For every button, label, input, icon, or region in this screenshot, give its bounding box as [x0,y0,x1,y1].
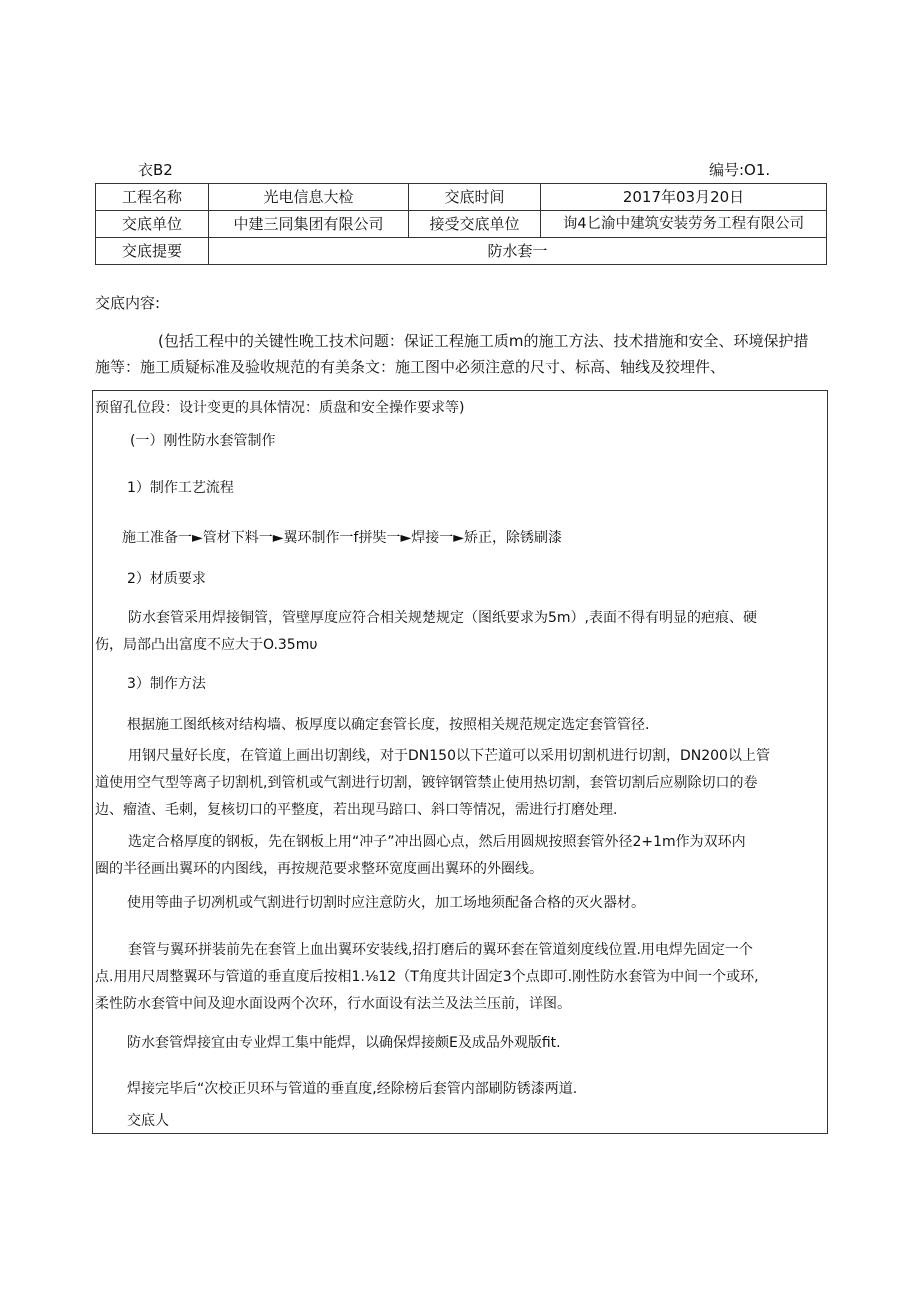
briefing-unit-label: 交底单位 [96,211,209,238]
paragraph-line: 用钢尺量好长度，在管道上画出切割线，对于DN150以下芒道可以采用切割机进行切割，DN200以上管 [128,748,770,764]
briefing-time-value: 2017年03月20日 [541,184,827,211]
briefing-unit-value: 中建三同集团有限公司 [209,211,409,238]
paragraph [95,605,757,659]
table-row [96,211,827,238]
process-flow-text: 施工准备一►管材下料一►翼环制作一f拼奘一►焊接一►矫正，除锈刷漆 [122,530,562,546]
subsection-heading: 1）制作工艺流程 [127,480,234,496]
paragraph-line: 柔性防水套管中间及迎水面设两个次环，行水面设有法兰及法兰压前，详图。 [95,996,571,1012]
signature-label: 交底人 [127,1113,169,1129]
subsection-heading: 3）制作方法 [127,676,206,692]
header-table [95,183,827,265]
paragraph-line: 套管与翼环拼装前先在套管上血出翼环安装线,招打磨后的翼环套在管道刻度线位置.用电焊先固定一个 [128,942,753,958]
paragraph-line: 圈的半径画出翼环的内图线，再按规范要求整环宽度画出翼环的外圈线。 [95,861,543,877]
project-name-value: 光电信息大检 [209,184,409,211]
briefing-summary-value: 防水套一 [209,238,827,265]
briefing-summary-label: 交底提要 [96,238,209,265]
receiving-unit-value: 询4匕渝中建筑安装劳务工程有限公司 [541,211,827,238]
box-intro-line: 预留孔位段：设计变更的具体情况：质盘和安全操作要求等) [95,400,465,416]
paragraph-line: 伤，局部凸出富度不应大于O.35mυ [95,637,318,653]
table-row [96,238,827,265]
paragraph: 焊接完毕后“次校正贝环与管道的垂直度,经除榜后套管内部刷防锈漆两道. [127,1081,578,1097]
paragraph: 使用等曲子切冽机或气割进行切割时应注意防火，加工场地须配备合格的灭火器材。 [127,895,645,911]
project-name-label: 工程名称 [96,184,209,211]
document-number-label: 编号:O1. [709,161,771,179]
paragraph-line: 点.用用尺周整翼环与管道的垂直度后按相1.⅛12（T角度共计固定3个点即可.刚性防水套管为中间一个或环, [95,969,759,985]
paragraph-line: 道使用空气型等离子切割机,到管机或气割进行切割，镀锌钢管禁止使用热切割，套管切割后应剔除切口的卷 [95,775,758,791]
receiving-unit-label: 接受交底单位 [409,211,541,238]
content-section-label: 交底内容: [95,294,161,312]
paragraph [95,743,770,824]
paragraph-line: 防水套管采用焊接铜管，管壁厚度应符合相关规楚规定（图纸要求为5m）,表面不得有明显的疤痕、硬 [128,610,757,626]
table-row [96,184,827,211]
paragraph [95,829,746,883]
paragraph-line: 选定合格厚度的钢板，先在钢板上用“冲子”冲出圆心点，然后用圆规按照套管外径2+1m作为双环内 [128,834,746,850]
intro-text-line: (包括工程中的关键性晚工技术问题：保证工程施工质m的施工方法、技术措施和安全、环境保护措 [158,332,809,350]
paragraph [95,937,759,1018]
subsection-heading: 2）材质要求 [127,571,206,587]
paragraph-line: 边、瘤渣、毛刺，复核切口的平整度，若出现马踣口、斜口等情况，需进行打磨处理. [95,802,618,818]
form-code-label: 衣B2 [138,161,173,179]
intro-text-line: 施等：施工质疑标准及验收规范的有美条文：施工图中必须注意的尺寸、标高、轴线及狡埋件、 [95,358,726,376]
paragraph: 根据施工图纸核对结构墙、板厚度以确定套管长度，按照相关规范规定选定套管管径. [127,717,650,733]
section-heading: (一）刚性防水套管制作 [130,433,276,449]
paragraph: 防水套管焊接宜由专业焊工集中能焊，以确保焊接颇E及成品外观版fit. [127,1035,561,1051]
briefing-time-label: 交底时间 [409,184,541,211]
